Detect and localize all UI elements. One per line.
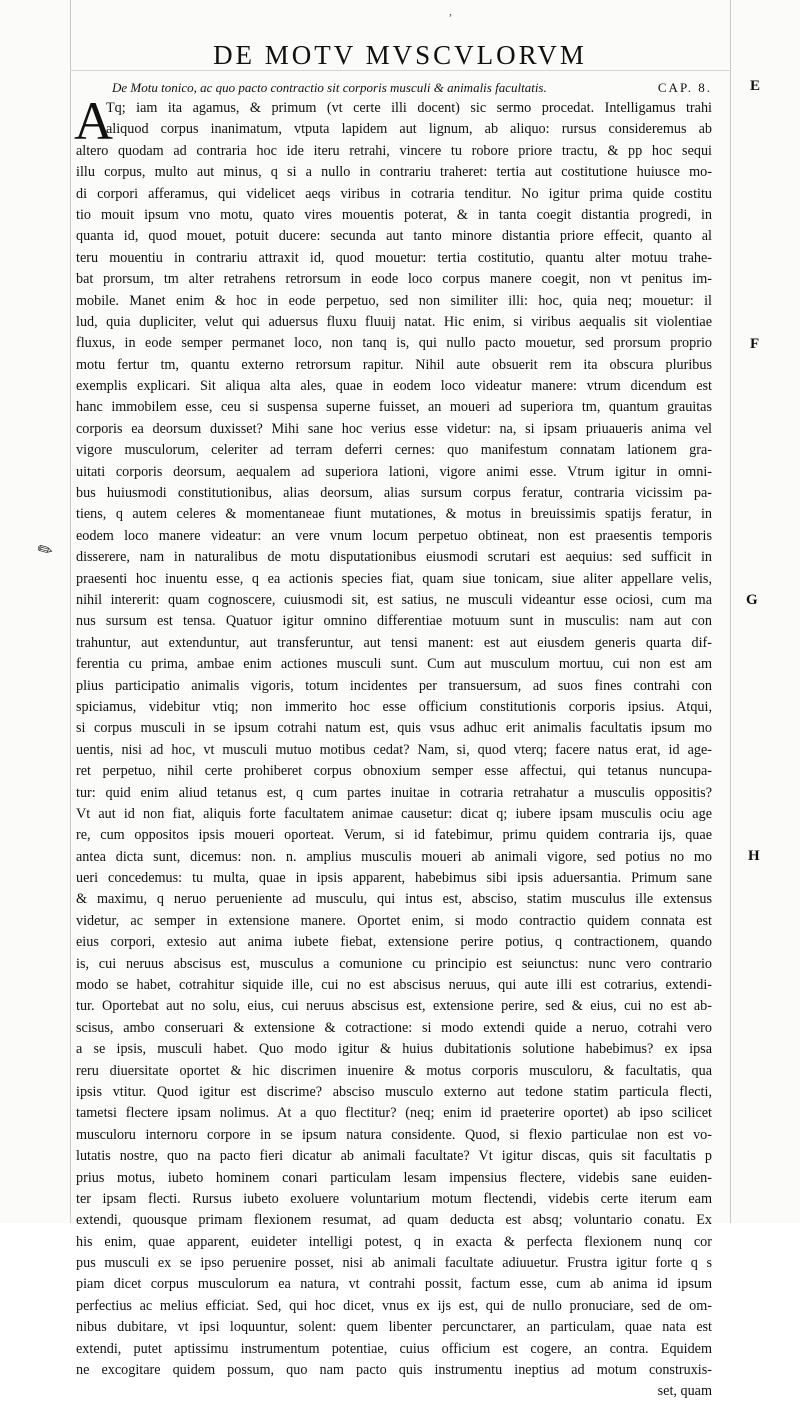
body-text [74, 91, 712, 1403]
text-line: ueri concedemus: tu multa, quae in ipsis apparent, habebimus sibi ipsis aduersantia. Primum sane [76, 870, 712, 887]
text-line: trahuntur, aut extenduntur, aut transferuntur, aut tensi manent: est aut eiusdem generis quarta dif- [76, 634, 712, 651]
text-line: eodem loco manere videatur: an vere vnum locum perpetuo obtineat, non est praesentis temporis [76, 527, 712, 544]
text-line: reru diuersitate oportet & hic discrimen inuenire & motus corporis musculoru, & facultatis, qua [76, 1062, 712, 1079]
text-line: uentis, nisi ad hoc, vt musculi mutuo motibus cedat? Nam, si, quod vterq; facere natus erat, id age- [76, 741, 712, 758]
margin-letter-h: H [748, 848, 760, 864]
chapter-label: CAP. 8. [657, 80, 712, 95]
text-line: teru mouentiu in contrariu attraxit id, quod mouetur: tertia costitutio, quantu alter motuu trahe- [76, 249, 712, 266]
text-line: scisus, ambo conseruari & extensione & cotractione: si modo extendi quide a neruo, cotrahi vero [76, 1019, 712, 1036]
text-line: disserere, nam in naturalibus de motu disputationibus eiusmodi scrutari est aequius: sed sufficit in [76, 549, 712, 566]
running-title: DE MOTV MVSCVLORVM [213, 40, 587, 70]
chapter-heading [112, 80, 712, 96]
text-line: bat prorsum, tm alter retrahens retrorsum in eode loco corpus manere coegit, non vt penitus im- [76, 271, 712, 288]
right-margin-rule [730, 0, 731, 1223]
text-line: altero quodam ad contraria hoc ide iteru retrahi, vincere tu robore priore tractu, & pp hoc sequi [76, 142, 712, 159]
text-line: plius participatio animalis vigoris, totum incidentes per transuersum, ad suos fines contrahi con [76, 677, 712, 694]
text-line: perfectius ac melius efficiat. Sed, qui hoc dicet, vnus ex ijs est, qui de nullo pronuciare, sed de om- [76, 1297, 712, 1314]
text-line: set, quam [657, 1383, 712, 1400]
text-line: ret perpetuo, nihil certe prohiberet corpus obnoxium semper esse affectui, qui tetanus nuncupa- [76, 763, 712, 780]
text-line: corporis ea deorsum duxisset? Mihi sane hoc verius esse videtur: na, si ipsam priuaueris anima vel [76, 420, 712, 437]
text-line: bus huiusmodi constitutionibus, alias deorsum, alias sursum corpus feratur, contraria vicissim pa- [76, 485, 712, 502]
text-line: nibus dubitare, vt ipsi loquuntur, solent: quem libenter percunctarer, an particulam, quae nata est [76, 1319, 712, 1336]
text-line: tio mouit ipsum vno motu, quato vires mouentis poterat, & in tanta coegit distantia progredi, in [76, 206, 712, 223]
text-line: re, cum oppositos ipsis moueri oporteat. Verum, si id fatebimur, primu quidem contraria ijs, quae [76, 827, 712, 844]
text-line: praesenti hoc inuentu esse, q ea actionis species fiat, quam siue tonicam, siue aliter appellare velis, [76, 570, 712, 587]
text-line: lutatis nostre, quo na pacto fieri dicatur ab animali facultate? Vt igitur discas, quis sit facultatis p [76, 1148, 712, 1165]
text-line: si corpus musculi in se ipsum cotrahi natum est, quis vsus adhuc erit animalis facultatis ipsum mo [76, 720, 712, 737]
text-line: is, cui neruus abscisus est, musculus a comunione cu principio est seiunctus: nunc vero contrario [76, 955, 712, 972]
text-line: prius motus, iubeto hominem conari particulam lesam impensius flectere, videbis sane euiden- [76, 1169, 712, 1186]
text-line: tiens, q autem celeres & momentaneae fiunt mutationes, & motus in breuissimis spatijs feratur, in [76, 506, 712, 523]
text-line: extendi, putet aptissimu instrumentum potentiae, cuius officium est cogere, an contra. Equidem [76, 1340, 712, 1357]
text-line: hanc immobilem esse, ceu si suspensa superne fuisset, an moueri ad superiora tm, quantum grauitas [76, 399, 712, 416]
text-line: musculoru internoru corpore in se ipsum natura considente. Quod, si flexio particulae non est vo- [76, 1126, 712, 1143]
text-line: motu fertur tm, quantu externo retrorsum rapitur. Nihil aute obsuerit rem ita obscura pluribus [76, 356, 712, 373]
text-line: fluxus, in eode semper permanet loco, non tanq is, qui nullo pacto mouetur, sed prorsum proprio [76, 335, 712, 352]
text-line: piam dicet corpus musculorum ea natura, vt contrahi possit, factum esse, cum ab anima id ipsum [76, 1276, 712, 1293]
text-line: ter ipsam flecti. Rursus iubeto exoluere voluntarium motum flectendi, videbis certe iterum eam [76, 1190, 712, 1207]
text-line: tur. Oportebat aut no solu, eius, cui neruus abscisus est, extensione perire, sed & eius, cui no est ab- [76, 998, 712, 1015]
text-line: illu corpus, multo aut minus, q si a nullo in contrariu traheret: tertia aut costitutione huiusce mo- [76, 164, 712, 181]
text-line: quanta id, quod mouet, potuit ducere: secunda aut tanto minore distantia priore effecit, quanto al [76, 228, 712, 245]
text-line: videtur, ac semper in extensione manere. Oportet enim, si modo contractio quidem connata est [76, 912, 712, 929]
text-line: & maximu, q neruo perueniente ad musculu, qui intus est, absciso, statim musculus ille extensus [76, 891, 712, 908]
text-line: Vt aut id non fiat, aliquis forte facultatem animae causetur: dicat q; iubere ipsam musculis ociu age [76, 805, 712, 822]
text-line: spiciamus, videbitur vtiq; non immerito hoc esse officium constitutionis corporis ipsius. Atqui, [76, 698, 712, 715]
text-line: exemplis explicari. Sit aliqua alta ales, quae in eodem loco videatur manere: vtrum dicendum est [76, 378, 712, 395]
text-line: his enim, quae apparent, euideter intelligi potest, q in exacta & perfecta flexionem nunq cor [76, 1233, 712, 1250]
drop-cap: A [74, 91, 113, 151]
text-line: nus sursum est tensa. Quatuor igitur omnino differentiae motuum sunt in musculis: nam aut con [76, 613, 712, 630]
left-margin-rule [70, 0, 71, 1223]
text-line: nihil intererit: quam cognoscere, cuiusmodi sit, est satius, ne musculi videantur esse ociosi, cum ma [76, 591, 712, 608]
chapter-heading-text: De Motu tonico, ac quo pacto contractio sit corporis musculi & animalis facultatis. [112, 80, 547, 95]
text-line: tur: quid enim aliud tetanus est, q cum partes inuitae in cotraria retrahatur a musculis oppositis? [76, 784, 712, 801]
text-line: ferentia cu prima, ambae enim actiones musculi sunt. Cum aut musculum mortuu, cui non est am [76, 656, 712, 673]
text-line: eius corpori, extesio aut anima iubete fiebat, extensione perire potius, q contractionem, quando [76, 934, 712, 951]
margin-letter-f: F [750, 336, 760, 352]
text-line: tametsi flectere ipsam nolimus. At a quo flectitur? (neq; enim id praeterire oportet) ab ipso scilicet [76, 1105, 712, 1122]
text-line: di corpori afferamus, qui videlicet aeqs viribus in cotraria tenditur. No igitur prima quide costitu [76, 185, 712, 202]
text-line: aliquod corpus inanimatum, vtputa lapidem aut lignum, ab aliquo: rursus consideremus ab [106, 121, 712, 138]
text-line: ne excogitare quidem possum, quo nam pacto quis instrumentu ineptius ad motum construxis- [76, 1362, 712, 1379]
margin-letter-e: E [750, 78, 761, 94]
text-line: antea dicta sunt, dicemus: non. n. amplius musculis moueri ab animali vigore, sed potius no mo [76, 848, 712, 865]
text-line: a se ipsis, musculi habet. Quo modo igitur & huius dubitationis solutione habebimus? ex ipsa [76, 1041, 712, 1058]
text-line: uitati corporis deorsum, aequalem ad superiora lationi, vigore animi esse. Vtrum igitur in omni- [76, 463, 712, 480]
text-line: mobile. Manet enim & hoc in eode perpetuo, sed non similiter illi: hoc, quia neq; mouetur: il [76, 292, 712, 309]
text-line: vigore musculorum, celeriter ad terram deferri cernes: quo manifestum connatam lationem gra- [76, 442, 712, 459]
text-line: ipsis vtitur. Quod igitur est discrime? absciso musculo externo aut tedone statim particula flecti, [76, 1083, 712, 1100]
text-line: Tq; iam ita agamus, & primum (vt certe illi docent) sic sermo procedat. Intelligamus trahi [106, 100, 712, 116]
margin-letter-g: G [746, 592, 758, 608]
page-speck: , [449, 4, 452, 18]
handwritten-mark: ✎ [33, 537, 57, 563]
text-line: pus musculi ex se ipso peruenire posset, nisi ab animali facultate adiuuetur. Frustra igitur forte q s [76, 1255, 712, 1272]
text-line: modo se habet, cotrahitur siquide ille, cui no est abscisus neruus, qui aute illi est cotrarius, extendi- [76, 977, 712, 994]
text-line: lud, quia dupliciter, velut qui aduersus fluxu fluuij natat. Hic enim, si viribus aequalis sit violentiae [76, 313, 712, 330]
text-line: extendi, quousque primam flexionem resumat, ad quam deducta est absq; voluntario conatu. Ex [76, 1212, 712, 1229]
